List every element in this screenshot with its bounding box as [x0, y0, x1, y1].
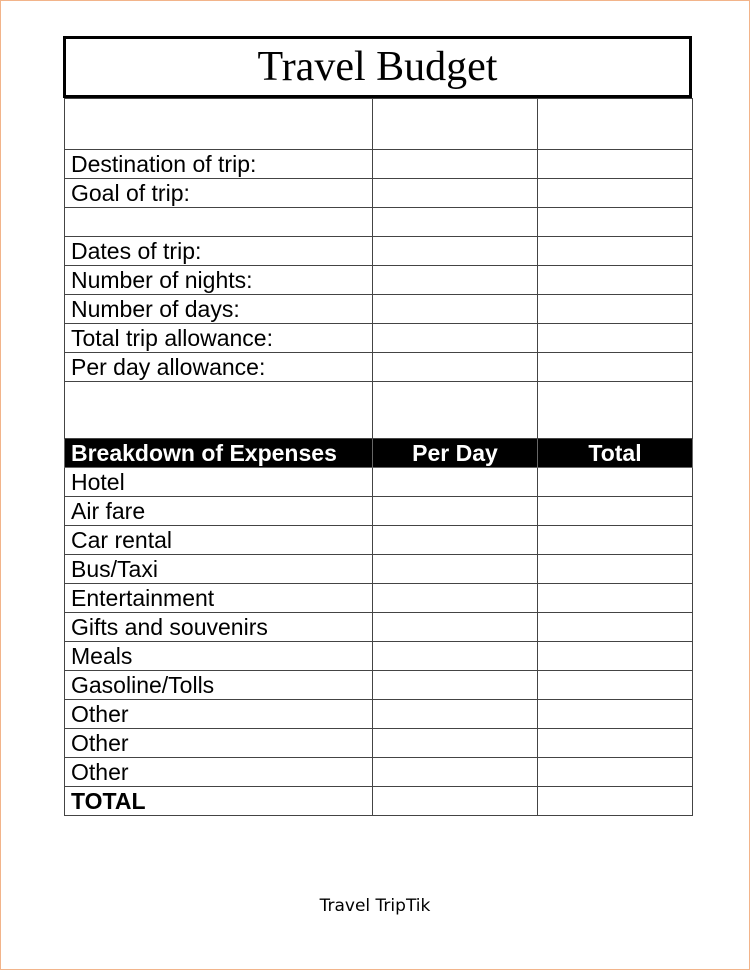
- expense-label: Other: [65, 700, 373, 729]
- per-day-cell[interactable]: [373, 671, 538, 700]
- info-value-cell[interactable]: [373, 208, 538, 237]
- label-cell: [65, 99, 373, 150]
- per-day-header: Per Day: [373, 439, 538, 468]
- expense-label: Hotel: [65, 468, 373, 497]
- per-day-cell[interactable]: [373, 526, 538, 555]
- expense-label: Entertainment: [65, 584, 373, 613]
- total-cell[interactable]: [538, 642, 693, 671]
- info-label: Number of days:: [65, 295, 373, 324]
- info-label: Per day allowance:: [65, 353, 373, 382]
- total-cell[interactable]: [538, 468, 693, 497]
- total-cell[interactable]: [538, 99, 693, 150]
- expense-row: [65, 671, 693, 700]
- expense-row: [65, 758, 693, 787]
- info-row: [65, 266, 693, 295]
- info-value-cell[interactable]: [373, 237, 538, 266]
- info-extra-cell[interactable]: [538, 266, 693, 295]
- title-text: Travel Budget: [257, 44, 498, 90]
- expense-row: [65, 584, 693, 613]
- per-day-cell[interactable]: [373, 382, 538, 439]
- per-day-cell[interactable]: [373, 555, 538, 584]
- expense-row: [65, 555, 693, 584]
- info-row: [65, 353, 693, 382]
- info-row: [65, 208, 693, 237]
- budget-table: [64, 98, 693, 816]
- total-cell[interactable]: [538, 613, 693, 642]
- expense-label: Air fare: [65, 497, 373, 526]
- per-day-cell[interactable]: [373, 642, 538, 671]
- total-cell[interactable]: [538, 555, 693, 584]
- total-row: [65, 787, 693, 816]
- total-cell[interactable]: [538, 526, 693, 555]
- info-row: [65, 150, 693, 179]
- info-extra-cell[interactable]: [538, 324, 693, 353]
- info-value-cell[interactable]: [373, 179, 538, 208]
- info-value-cell[interactable]: [373, 150, 538, 179]
- info-extra-cell[interactable]: [538, 179, 693, 208]
- info-extra-cell[interactable]: [538, 353, 693, 382]
- total-cell[interactable]: [538, 584, 693, 613]
- expense-row: [65, 497, 693, 526]
- info-row: [65, 237, 693, 266]
- info-row: [65, 324, 693, 353]
- info-label: Destination of trip:: [65, 150, 373, 179]
- expense-row: [65, 700, 693, 729]
- expense-label: Other: [65, 758, 373, 787]
- total-label: TOTAL: [65, 787, 373, 816]
- total-cell[interactable]: [538, 700, 693, 729]
- info-label: Total trip allowance:: [65, 324, 373, 353]
- total-cell[interactable]: [538, 671, 693, 700]
- per-day-cell[interactable]: [373, 758, 538, 787]
- expense-row: [65, 526, 693, 555]
- per-day-cell[interactable]: [373, 729, 538, 758]
- per-day-cell[interactable]: [373, 613, 538, 642]
- info-value-cell[interactable]: [373, 353, 538, 382]
- expenses-header-label: Breakdown of Expenses: [65, 439, 373, 468]
- label-cell: [65, 382, 373, 439]
- blank-row: [65, 99, 693, 150]
- grand-total-cell[interactable]: [538, 787, 693, 816]
- info-label: Dates of trip:: [65, 237, 373, 266]
- info-extra-cell[interactable]: [538, 237, 693, 266]
- expense-row: [65, 729, 693, 758]
- expense-row: [65, 468, 693, 497]
- total-cell[interactable]: [538, 729, 693, 758]
- expense-row: [65, 642, 693, 671]
- info-label: Goal of trip:: [65, 179, 373, 208]
- expense-label: Meals: [65, 642, 373, 671]
- info-value-cell[interactable]: [373, 266, 538, 295]
- per-day-total-cell[interactable]: [373, 787, 538, 816]
- per-day-cell[interactable]: [373, 468, 538, 497]
- info-extra-cell[interactable]: [538, 208, 693, 237]
- total-header: Total: [538, 439, 693, 468]
- info-row: [65, 179, 693, 208]
- total-cell[interactable]: [538, 382, 693, 439]
- info-extra-cell[interactable]: [538, 150, 693, 179]
- page-title: [63, 36, 692, 98]
- expense-row: [65, 613, 693, 642]
- info-value-cell[interactable]: [373, 324, 538, 353]
- footer-brand: Travel TripTik: [319, 896, 431, 916]
- total-cell[interactable]: [538, 497, 693, 526]
- info-label: Number of nights:: [65, 266, 373, 295]
- total-cell[interactable]: [538, 758, 693, 787]
- info-value-cell[interactable]: [373, 295, 538, 324]
- expenses-header-row: [65, 439, 693, 468]
- per-day-cell[interactable]: [373, 584, 538, 613]
- expense-label: Gasoline/Tolls: [65, 671, 373, 700]
- blank-row: [65, 382, 693, 439]
- per-day-cell[interactable]: [373, 497, 538, 526]
- info-label: [65, 208, 373, 237]
- per-day-cell[interactable]: [373, 99, 538, 150]
- per-day-cell[interactable]: [373, 700, 538, 729]
- info-extra-cell[interactable]: [538, 295, 693, 324]
- expense-label: Gifts and souvenirs: [65, 613, 373, 642]
- info-row: [65, 295, 693, 324]
- expense-label: Bus/Taxi: [65, 555, 373, 584]
- expense-label: Car rental: [65, 526, 373, 555]
- expense-label: Other: [65, 729, 373, 758]
